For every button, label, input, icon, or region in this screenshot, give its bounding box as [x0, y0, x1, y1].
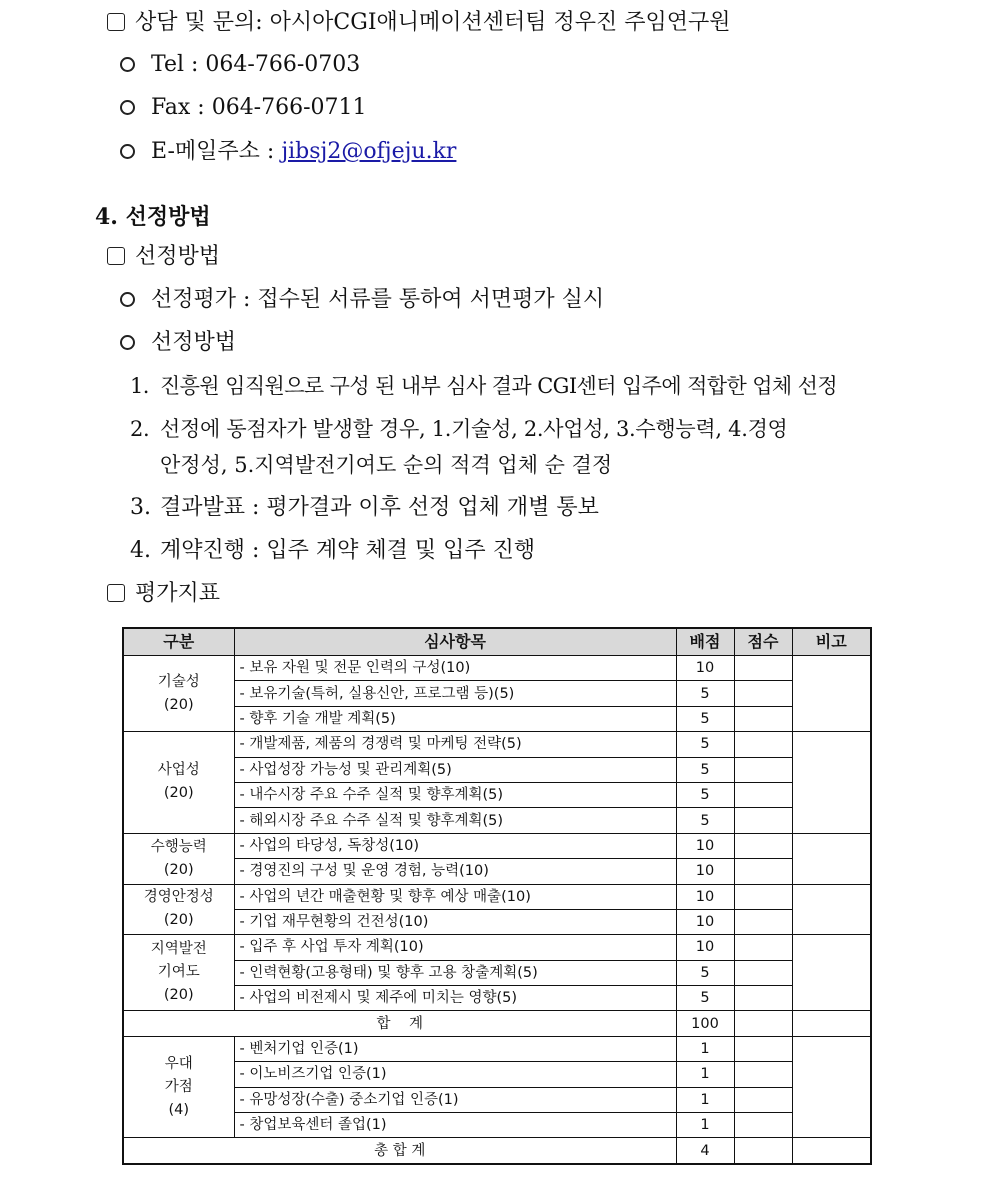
- score-cell[interactable]: [734, 1062, 792, 1087]
- score-cell[interactable]: [734, 706, 792, 731]
- score-cell[interactable]: [734, 656, 792, 681]
- score-cell[interactable]: [734, 1011, 792, 1036]
- total-row: [123, 1138, 871, 1164]
- header-points: 배점: [676, 628, 734, 656]
- score-cell[interactable]: [734, 833, 792, 858]
- circle-bullet-icon: [120, 335, 135, 350]
- category-cell: 경영안정성 (20): [123, 884, 234, 935]
- table-header-row: [123, 628, 871, 656]
- score-cell[interactable]: [734, 1138, 792, 1164]
- table-row: 우대 가점 (4) - 벤처기업 인증(1) 1: [123, 1036, 871, 1061]
- circle-bullet-icon: [120, 57, 135, 72]
- remarks-cell[interactable]: [792, 656, 871, 732]
- table-row: 지역발전 기여도 (20) - 입주 후 사업 투자 계획(10) 10: [123, 935, 871, 960]
- remarks-cell[interactable]: [792, 884, 871, 935]
- table-row: - 기업 재무현황의 건전성(10) 10: [123, 909, 871, 934]
- subtotal-value: 100: [676, 1011, 734, 1036]
- total-value: 4: [676, 1138, 734, 1164]
- table-row: - 향후 기술 개발 계획(5) 5: [123, 706, 871, 731]
- table-row: - 내수시장 주요 수주 실적 및 향후계획(5) 5: [123, 782, 871, 807]
- checkbox-square-icon: [107, 13, 125, 31]
- table-row: 기술성 (20) - 보유 자원 및 전문 인력의 구성(10) 10: [123, 656, 871, 681]
- subtotal-row: [123, 1011, 871, 1036]
- step-3: 3. 결과발표 : 평가결과 이후 선정 업체 개별 통보: [130, 495, 599, 520]
- table-row: - 창업보육센터 졸업(1) 1: [123, 1113, 871, 1138]
- table-row: - 이노비즈기업 인증(1) 1: [123, 1062, 871, 1087]
- score-cell[interactable]: [734, 1087, 792, 1112]
- checkbox-square-icon: [107, 584, 125, 602]
- score-cell[interactable]: [734, 859, 792, 884]
- step-2: 2. 선정에 동점자가 발생할 경우, 1.기술성, 2.사업성, 3.수행능력, 4.경영: [130, 417, 788, 441]
- score-cell[interactable]: [734, 884, 792, 909]
- contact-email: E-메일주소 : jibsj2@ofjeju.kr: [120, 137, 456, 167]
- table-row: 경영안정성 (20) - 사업의 년간 매출현황 및 향후 예상 매출(10) 10: [123, 884, 871, 909]
- category-cell: 사업성 (20): [123, 732, 234, 834]
- score-cell[interactable]: [734, 808, 792, 833]
- remarks-cell[interactable]: [792, 1138, 871, 1164]
- category-cell: 기술성 (20): [123, 656, 234, 732]
- email-link[interactable]: jibsj2@ofjeju.kr: [281, 139, 457, 164]
- header-item: 심사항목: [234, 628, 676, 656]
- contact-tel: Tel : 064-766-0703: [120, 50, 360, 80]
- category-cell: 수행능력 (20): [123, 833, 234, 884]
- table-row: - 보유기술(특허, 실용신안, 프로그램 등)(5) 5: [123, 681, 871, 706]
- header-remarks: 비고: [792, 628, 871, 656]
- category-cell: 우대 가점 (4): [123, 1036, 234, 1138]
- table-row: - 해외시장 주요 수주 실적 및 향후계획(5) 5: [123, 808, 871, 833]
- remarks-cell[interactable]: [792, 732, 871, 834]
- table-row: - 유망성장(수출) 중소기업 인증(1) 1: [123, 1087, 871, 1112]
- score-cell[interactable]: [734, 757, 792, 782]
- header-score: 점수: [734, 628, 792, 656]
- remarks-cell[interactable]: [792, 1011, 871, 1036]
- step-2-continued: 안정성, 5.지역발전기여도 순의 적격 업체 순 결정: [160, 453, 613, 477]
- table-row: - 경영진의 구성 및 운영 경험, 능력(10) 10: [123, 859, 871, 884]
- selection-bullet-2: 선정방법: [120, 328, 236, 358]
- total-label: 총 합 계: [123, 1138, 676, 1164]
- contact-fax: Fax : 064-766-0711: [120, 93, 367, 123]
- step-1: 1. 진흥원 임직원으로 구성 된 내부 심사 결과 CGI센터 입주에 적합한 업체 선정: [130, 374, 838, 398]
- remarks-cell[interactable]: [792, 935, 871, 1011]
- contact-heading: 상담 및 문의: 아시아CGI애니메이션센터팀 정우진 주임연구원: [107, 8, 731, 38]
- score-cell[interactable]: [734, 1036, 792, 1061]
- table-row: 사업성 (20) - 개발제품, 제품의 경쟁력 및 마케팅 전략(5) 5: [123, 732, 871, 757]
- table-row: - 인력현황(고용형태) 및 향후 고용 창출계획(5) 5: [123, 960, 871, 985]
- remarks-cell[interactable]: [792, 833, 871, 884]
- table-row: 수행능력 (20) - 사업의 타당성, 독창성(10) 10: [123, 833, 871, 858]
- circle-bullet-icon: [120, 292, 135, 307]
- header-category: 구분: [123, 628, 234, 656]
- section-title: 4. 선정방법: [95, 204, 211, 230]
- score-cell[interactable]: [734, 909, 792, 934]
- remarks-cell[interactable]: [792, 1036, 871, 1138]
- score-cell[interactable]: [734, 986, 792, 1011]
- step-4: 4. 계약진행 : 입주 계약 체결 및 입주 진행: [130, 538, 536, 563]
- subtotal-label: 합 계: [123, 1011, 676, 1036]
- score-cell[interactable]: [734, 1113, 792, 1138]
- score-cell[interactable]: [734, 935, 792, 960]
- checkbox-square-icon: [107, 247, 125, 265]
- evaluation-table: [122, 627, 872, 1165]
- selection-bullet-1: 선정평가 : 접수된 서류를 통하여 서면평가 실시: [120, 285, 604, 315]
- table-row: - 사업의 비전제시 및 제주에 미치는 영향(5) 5: [123, 986, 871, 1011]
- score-cell[interactable]: [734, 960, 792, 985]
- score-cell[interactable]: [734, 782, 792, 807]
- circle-bullet-icon: [120, 144, 135, 159]
- score-cell[interactable]: [734, 681, 792, 706]
- table-row: - 사업성장 가능성 및 관리계획(5) 5: [123, 757, 871, 782]
- selection-heading: 선정방법: [107, 242, 220, 272]
- score-cell[interactable]: [734, 732, 792, 757]
- circle-bullet-icon: [120, 100, 135, 115]
- category-cell: 지역발전 기여도 (20): [123, 935, 234, 1011]
- eval-heading: 평가지표: [107, 579, 220, 609]
